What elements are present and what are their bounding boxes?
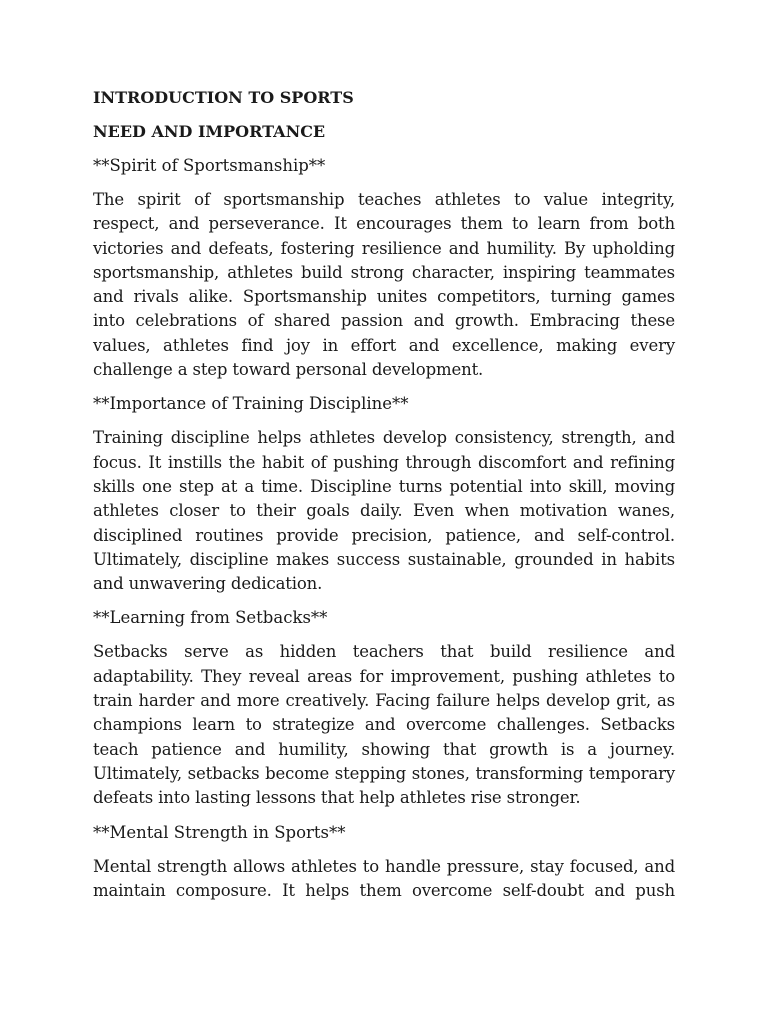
section-body-training-discipline: Training discipline helps athletes develop consistency, strength, and focus. It instills the habit of pushing through discomfort and refining skills one step at a time. Discipline turns potential into skill, moving athletes closer to their goals daily. Even when motivation wanes, disciplined routines provide precision, patience, and self-control. Ultimately, discipline makes success sustainable, grounded in habits and unwavering dedication. bbox=[93, 428, 675, 594]
section-heading-mental-strength: **Mental Strength in Sports** bbox=[93, 822, 346, 842]
section-heading-sportsmanship: **Spirit of Sportsmanship** bbox=[93, 156, 326, 175]
section-heading-training-discipline: **Importance of Training Discipline** bbox=[93, 394, 409, 414]
section-heading-setbacks: **Learning from Setbacks** bbox=[93, 608, 328, 628]
document-page bbox=[93, 86, 675, 903]
document-subtitle: NEED AND IMPORTANCE bbox=[93, 122, 326, 141]
section-body-mental-strength: Mental strength allows athletes to handle pressure, stay focused, and maintain composure. It helps them overcome self-doubt and push bbox=[93, 856, 675, 900]
section-body-setbacks: Setbacks serve as hidden teachers that build resilience and adaptability. They reveal areas for improvement, pushing athletes to train harder and more creatively. Facing failure helps develop grit, as champions learn to strategize and overcome challenges. Setbacks teach patience and humility, showing that growth is a journey. Ultimately, setbacks become stepping stones, transforming temporary defeats into lasting lessons that help athletes rise stronger. bbox=[93, 642, 675, 808]
document-title: INTRODUCTION TO SPORTS bbox=[93, 88, 354, 107]
section-body-sportsmanship: The spirit of sportsmanship teaches athletes to value integrity, respect, and perseverance. It encourages them to learn from both victories and defeats, fostering resilience and humility. By upholding sportsmanship, athletes build strong character, inspiring teammates and rivals alike. Sportsmanship unites competitors, turning games into celebrations of shared passion and growth. Embracing these values, athletes find joy in effort and excellence, making every challenge a step toward personal development. bbox=[93, 190, 675, 380]
